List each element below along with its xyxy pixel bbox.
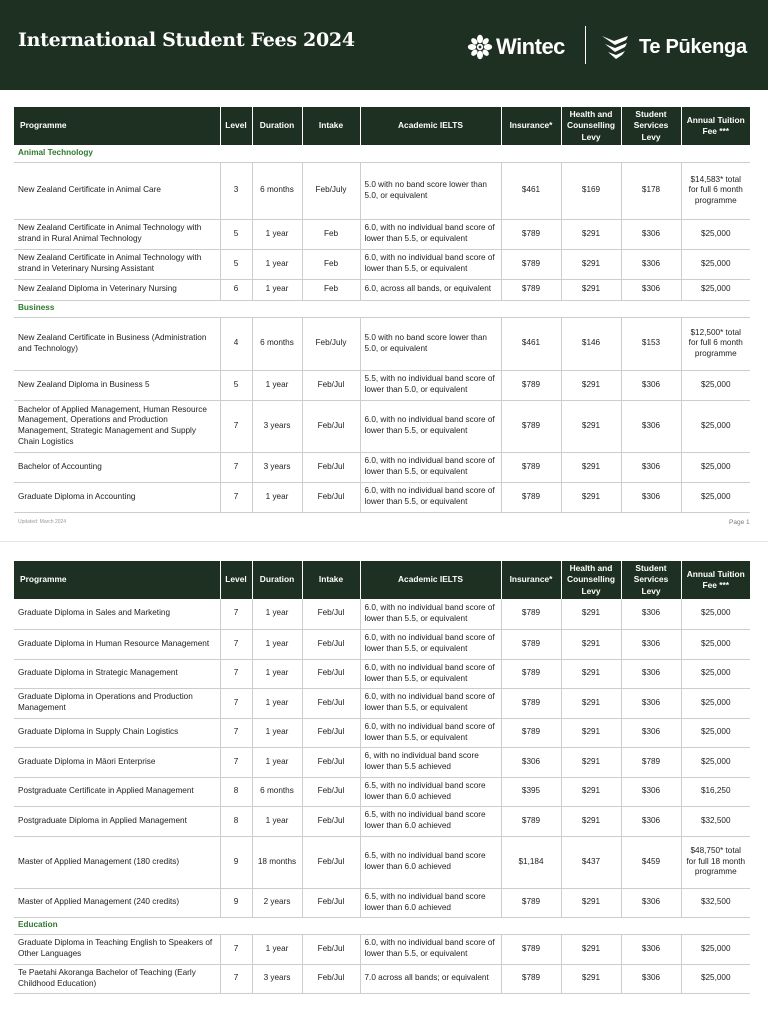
programme-cell: Master of Applied Management (240 credits) [14, 888, 220, 917]
level-cell: 5 [220, 219, 252, 249]
fees-table-page-2 [14, 561, 750, 994]
ielts-cell: 6.5, with no individual band score lower than 6.0 achieved [360, 888, 501, 917]
services-levy-cell: $306 [621, 934, 681, 964]
services-levy-cell: $306 [621, 400, 681, 452]
wintec-flower-icon [467, 34, 493, 60]
te-pukenga-wordmark: Te Pūkenga [639, 35, 747, 58]
duration-cell: 1 year [252, 482, 302, 512]
ielts-cell: 6.0, with no individual band score of lower than 5.5, or equivalent [360, 400, 501, 452]
tuition-fee-cell: $16,250 [681, 777, 750, 806]
insurance-cell: $789 [501, 279, 561, 300]
duration-cell: 2 years [252, 888, 302, 917]
intake-cell: Feb/Jul [302, 629, 360, 659]
column-header: Health and Counselling Levy [561, 107, 621, 145]
column-header: Insurance* [501, 561, 561, 599]
intake-cell: Feb/Jul [302, 400, 360, 452]
column-header: Intake [302, 107, 360, 145]
programme-cell: Postgraduate Diploma in Applied Management [14, 806, 220, 836]
services-levy-cell: $306 [621, 599, 681, 629]
services-levy-cell: $306 [621, 777, 681, 806]
level-cell: 5 [220, 249, 252, 279]
insurance-cell: $789 [501, 452, 561, 482]
duration-cell: 1 year [252, 599, 302, 629]
programme-cell: Graduate Diploma in Accounting [14, 482, 220, 512]
health-levy-cell: $291 [561, 482, 621, 512]
services-levy-cell: $306 [621, 249, 681, 279]
services-levy-cell: $306 [621, 888, 681, 917]
ielts-cell: 6.0, across all bands, or equivalent [360, 279, 501, 300]
tuition-fee-cell: $25,000 [681, 482, 750, 512]
ielts-cell: 6.0, with no individual band score of lower than 5.5, or equivalent [360, 482, 501, 512]
column-header: Annual Tuition Fee *** [681, 107, 750, 145]
ielts-cell: 5.5, with no individual band score of lower than 5.0, or equivalent [360, 370, 501, 400]
services-levy-cell: $306 [621, 806, 681, 836]
insurance-cell: $789 [501, 659, 561, 688]
column-header: Annual Tuition Fee *** [681, 561, 750, 599]
services-levy-cell: $459 [621, 836, 681, 888]
te-pukenga-bird-icon [601, 33, 631, 61]
level-cell: 7 [220, 659, 252, 688]
level-cell: 6 [220, 279, 252, 300]
health-levy-cell: $291 [561, 599, 621, 629]
column-header: Duration [252, 107, 302, 145]
tuition-fee-cell: $25,000 [681, 599, 750, 629]
ielts-cell: 7.0 across all bands; or equivalent [360, 964, 501, 993]
ielts-cell: 6.0, with no individual band score of lower than 5.5, or equivalent [360, 688, 501, 718]
programme-cell: Postgraduate Certificate in Applied Management [14, 777, 220, 806]
insurance-cell: $461 [501, 317, 561, 370]
table-row [14, 317, 750, 370]
duration-cell: 6 months [252, 162, 302, 219]
tuition-fee-cell: $25,000 [681, 659, 750, 688]
table-row [14, 629, 750, 659]
page-divider [0, 541, 768, 542]
intake-cell: Feb/Jul [302, 452, 360, 482]
te-pukenga-logo [601, 30, 747, 64]
services-levy-cell: $306 [621, 718, 681, 747]
level-cell: 7 [220, 452, 252, 482]
section-heading-row [14, 145, 750, 162]
services-levy-cell: $306 [621, 279, 681, 300]
table-row [14, 162, 750, 219]
duration-cell: 1 year [252, 219, 302, 249]
intake-cell: Feb/Jul [302, 777, 360, 806]
tuition-fee-cell: $25,000 [681, 964, 750, 993]
health-levy-cell: $291 [561, 688, 621, 718]
column-header: Programme [14, 561, 220, 599]
level-cell: 8 [220, 777, 252, 806]
tuition-fee-cell: $25,000 [681, 452, 750, 482]
section-heading-row [14, 917, 750, 934]
services-levy-cell: $306 [621, 370, 681, 400]
duration-cell: 1 year [252, 806, 302, 836]
intake-cell: Feb [302, 219, 360, 249]
programme-cell: Te Paetahi Akoranga Bachelor of Teaching (Early Childhood Education) [14, 964, 220, 993]
logo-divider [585, 26, 586, 64]
insurance-cell: $789 [501, 370, 561, 400]
column-header: Level [220, 561, 252, 599]
level-cell: 7 [220, 964, 252, 993]
programme-cell: Bachelor of Applied Management, Human Resource Management, Operations and Production Management, Strategic Management and Supply Chain Logistics [14, 400, 220, 452]
level-cell: 3 [220, 162, 252, 219]
page-header [0, 0, 768, 90]
tuition-fee-cell: $25,000 [681, 219, 750, 249]
table-row [14, 688, 750, 718]
health-levy-cell: $291 [561, 934, 621, 964]
level-cell: 8 [220, 806, 252, 836]
duration-cell: 6 months [252, 317, 302, 370]
table-row [14, 279, 750, 300]
intake-cell: Feb/Jul [302, 688, 360, 718]
tuition-fee-cell: $12,500* total for full 6 month programme [681, 317, 750, 370]
ielts-cell: 6.0, with no individual band score of lower than 5.5, or equivalent [360, 934, 501, 964]
ielts-cell: 5.0 with no band score lower than 5.0, or equivalent [360, 162, 501, 219]
fees-table-page-1 [14, 107, 750, 513]
level-cell: 7 [220, 400, 252, 452]
services-levy-cell: $306 [621, 482, 681, 512]
level-cell: 9 [220, 836, 252, 888]
insurance-cell: $789 [501, 599, 561, 629]
tuition-fee-cell: $25,000 [681, 279, 750, 300]
fees-table-body [14, 599, 750, 993]
services-levy-cell: $306 [621, 219, 681, 249]
programme-cell: Graduate Diploma in Operations and Production Management [14, 688, 220, 718]
duration-cell: 6 months [252, 777, 302, 806]
programme-cell: Graduate Diploma in Teaching English to Speakers of Other Languages [14, 934, 220, 964]
services-levy-cell: $306 [621, 659, 681, 688]
services-levy-cell: $306 [621, 629, 681, 659]
programme-cell: New Zealand Diploma in Business 5 [14, 370, 220, 400]
tuition-fee-cell: $25,000 [681, 747, 750, 777]
table-row [14, 219, 750, 249]
table-row [14, 249, 750, 279]
ielts-cell: 6.0, with no individual band score of lower than 5.5, or equivalent [360, 718, 501, 747]
section-title: Business [14, 300, 750, 317]
health-levy-cell: $291 [561, 964, 621, 993]
tuition-fee-cell: $25,000 [681, 370, 750, 400]
tuition-fee-cell: $14,583* total for full 6 month programme [681, 162, 750, 219]
health-levy-cell: $291 [561, 806, 621, 836]
insurance-cell: $789 [501, 249, 561, 279]
tuition-fee-cell: $32,500 [681, 806, 750, 836]
duration-cell: 1 year [252, 688, 302, 718]
health-levy-cell: $291 [561, 888, 621, 917]
services-levy-cell: $178 [621, 162, 681, 219]
level-cell: 7 [220, 629, 252, 659]
section-title: Education [14, 917, 750, 934]
intake-cell: Feb/Jul [302, 659, 360, 688]
column-header: Health and Counselling Levy [561, 561, 621, 599]
table-row [14, 836, 750, 888]
level-cell: 7 [220, 747, 252, 777]
programme-cell: Graduate Diploma in Human Resource Management [14, 629, 220, 659]
ielts-cell: 6.5, with no individual band score lower than 6.0 achieved [360, 777, 501, 806]
duration-cell: 1 year [252, 279, 302, 300]
level-cell: 7 [220, 599, 252, 629]
intake-cell: Feb/Jul [302, 747, 360, 777]
programme-cell: Master of Applied Management (180 credits) [14, 836, 220, 888]
insurance-cell: $789 [501, 718, 561, 747]
health-levy-cell: $291 [561, 659, 621, 688]
health-levy-cell: $291 [561, 279, 621, 300]
insurance-cell: $789 [501, 888, 561, 917]
table-row [14, 964, 750, 993]
level-cell: 7 [220, 718, 252, 747]
insurance-cell: $789 [501, 219, 561, 249]
level-cell: 4 [220, 317, 252, 370]
services-levy-cell: $306 [621, 964, 681, 993]
column-header: Academic IELTS [360, 561, 501, 599]
health-levy-cell: $291 [561, 718, 621, 747]
ielts-cell: 6.0, with no individual band score of lower than 5.5, or equivalent [360, 219, 501, 249]
duration-cell: 1 year [252, 629, 302, 659]
intake-cell: Feb/July [302, 317, 360, 370]
duration-cell: 3 years [252, 964, 302, 993]
section-heading-row [14, 300, 750, 317]
table-row [14, 482, 750, 512]
ielts-cell: 6.0, with no individual band score of lower than 5.5, or equivalent [360, 629, 501, 659]
health-levy-cell: $291 [561, 219, 621, 249]
duration-cell: 1 year [252, 934, 302, 964]
column-header: Student Services Levy [621, 561, 681, 599]
intake-cell: Feb [302, 279, 360, 300]
insurance-cell: $789 [501, 964, 561, 993]
programme-cell: New Zealand Certificate in Business (Administration and Technology) [14, 317, 220, 370]
table-row [14, 370, 750, 400]
health-levy-cell: $291 [561, 400, 621, 452]
intake-cell: Feb/July [302, 162, 360, 219]
level-cell: 9 [220, 888, 252, 917]
ielts-cell: 6.0, with no individual band score of lower than 5.5, or equivalent [360, 599, 501, 629]
health-levy-cell: $169 [561, 162, 621, 219]
health-levy-cell: $291 [561, 747, 621, 777]
page-number: Page 1 [729, 519, 750, 526]
level-cell: 7 [220, 482, 252, 512]
column-header: Academic IELTS [360, 107, 501, 145]
column-header: Insurance* [501, 107, 561, 145]
tuition-fee-cell: $25,000 [681, 688, 750, 718]
duration-cell: 1 year [252, 370, 302, 400]
wintec-wordmark: Wintec [496, 34, 565, 59]
column-header: Level [220, 107, 252, 145]
intake-cell: Feb/Jul [302, 370, 360, 400]
services-levy-cell: $306 [621, 688, 681, 718]
wintec-logo [467, 30, 565, 64]
column-header: Duration [252, 561, 302, 599]
insurance-cell: $395 [501, 777, 561, 806]
intake-cell: Feb/Jul [302, 934, 360, 964]
ielts-cell: 6.5, with no individual band score lower than 6.0 achieved [360, 836, 501, 888]
tuition-fee-cell: $25,000 [681, 718, 750, 747]
intake-cell: Feb [302, 249, 360, 279]
duration-cell: 3 years [252, 400, 302, 452]
programme-cell: Graduate Diploma in Supply Chain Logistics [14, 718, 220, 747]
health-levy-cell: $146 [561, 317, 621, 370]
page-title: International Student Fees 2024 [18, 29, 355, 51]
table-row [14, 806, 750, 836]
intake-cell: Feb/Jul [302, 888, 360, 917]
insurance-cell: $789 [501, 400, 561, 452]
column-header: Programme [14, 107, 220, 145]
duration-cell: 18 months [252, 836, 302, 888]
tuition-fee-cell: $48,750* total for full 18 month programme [681, 836, 750, 888]
duration-cell: 1 year [252, 249, 302, 279]
level-cell: 5 [220, 370, 252, 400]
health-levy-cell: $291 [561, 452, 621, 482]
table-row [14, 718, 750, 747]
duration-cell: 1 year [252, 747, 302, 777]
services-levy-cell: $789 [621, 747, 681, 777]
table-header-row [14, 561, 750, 599]
table-header-row [14, 107, 750, 145]
programme-cell: Graduate Diploma in Sales and Marketing [14, 599, 220, 629]
updated-date: Updated: March 2024 [18, 519, 67, 525]
services-levy-cell: $306 [621, 452, 681, 482]
insurance-cell: $306 [501, 747, 561, 777]
programme-cell: Graduate Diploma in Māori Enterprise [14, 747, 220, 777]
level-cell: 7 [220, 688, 252, 718]
table-row [14, 400, 750, 452]
intake-cell: Feb/Jul [302, 599, 360, 629]
insurance-cell: $789 [501, 629, 561, 659]
services-levy-cell: $153 [621, 317, 681, 370]
programme-cell: New Zealand Certificate in Animal Technology with strand in Rural Animal Technology [14, 219, 220, 249]
health-levy-cell: $291 [561, 370, 621, 400]
column-header: Intake [302, 561, 360, 599]
insurance-cell: $789 [501, 482, 561, 512]
insurance-cell: $789 [501, 934, 561, 964]
intake-cell: Feb/Jul [302, 718, 360, 747]
table-row [14, 659, 750, 688]
duration-cell: 1 year [252, 659, 302, 688]
insurance-cell: $789 [501, 806, 561, 836]
table-row [14, 888, 750, 917]
ielts-cell: 6.0, with no individual band score of lower than 5.5, or equivalent [360, 249, 501, 279]
health-levy-cell: $291 [561, 629, 621, 659]
table-row [14, 452, 750, 482]
tuition-fee-cell: $25,000 [681, 400, 750, 452]
intake-cell: Feb/Jul [302, 806, 360, 836]
programme-cell: Bachelor of Accounting [14, 452, 220, 482]
table-row [14, 599, 750, 629]
tuition-fee-cell: $25,000 [681, 629, 750, 659]
level-cell: 7 [220, 934, 252, 964]
table-row [14, 934, 750, 964]
duration-cell: 3 years [252, 452, 302, 482]
health-levy-cell: $291 [561, 777, 621, 806]
ielts-cell: 6, with no individual band score lower than 5.5 achieved [360, 747, 501, 777]
tuition-fee-cell: $32,500 [681, 888, 750, 917]
ielts-cell: 6.0, with no individual band score of lower than 5.5, or equivalent [360, 452, 501, 482]
table-row [14, 777, 750, 806]
fees-table-body [14, 145, 750, 512]
programme-cell: New Zealand Certificate in Animal Technology with strand in Veterinary Nursing Assistant [14, 249, 220, 279]
ielts-cell: 5.0 with no band score lower than 5.0, or equivalent [360, 317, 501, 370]
insurance-cell: $1,184 [501, 836, 561, 888]
health-levy-cell: $437 [561, 836, 621, 888]
intake-cell: Feb/Jul [302, 964, 360, 993]
health-levy-cell: $291 [561, 249, 621, 279]
ielts-cell: 6.0, with no individual band score of lower than 5.5, or equivalent [360, 659, 501, 688]
intake-cell: Feb/Jul [302, 482, 360, 512]
programme-cell: New Zealand Certificate in Animal Care [14, 162, 220, 219]
tuition-fee-cell: $25,000 [681, 934, 750, 964]
insurance-cell: $789 [501, 688, 561, 718]
column-header: Student Services Levy [621, 107, 681, 145]
insurance-cell: $461 [501, 162, 561, 219]
intake-cell: Feb/Jul [302, 836, 360, 888]
table-row [14, 747, 750, 777]
duration-cell: 1 year [252, 718, 302, 747]
section-title: Animal Technology [14, 145, 750, 162]
tuition-fee-cell: $25,000 [681, 249, 750, 279]
ielts-cell: 6.5, with no individual band score lower than 6.0 achieved [360, 806, 501, 836]
programme-cell: New Zealand Diploma in Veterinary Nursing [14, 279, 220, 300]
programme-cell: Graduate Diploma in Strategic Management [14, 659, 220, 688]
